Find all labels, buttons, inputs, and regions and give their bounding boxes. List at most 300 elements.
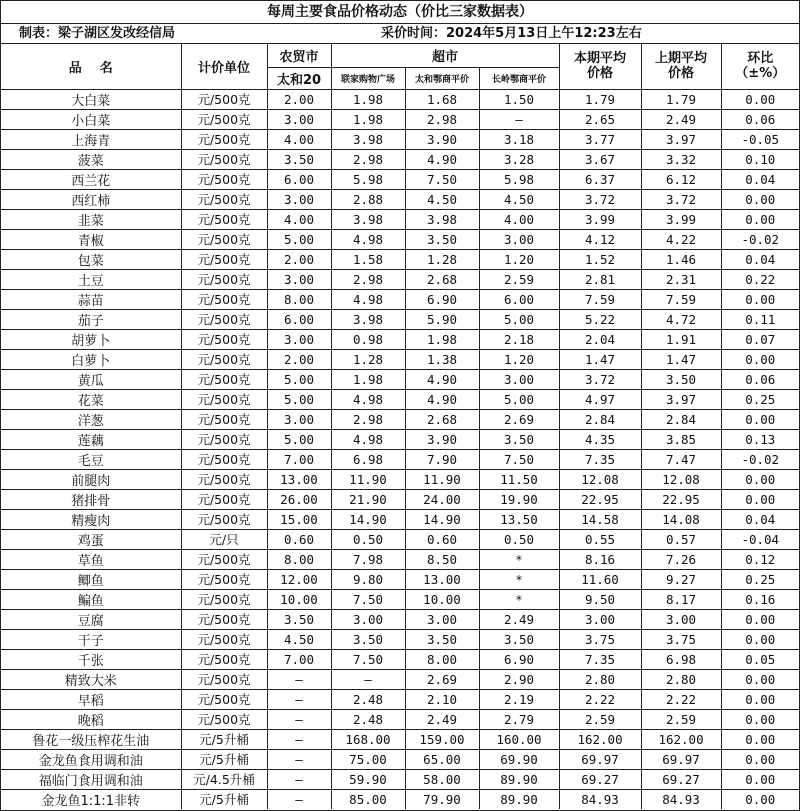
current-average-cell: 1.79 <box>559 89 641 109</box>
store-2-price-cell: 2.49 <box>405 709 479 729</box>
store-2-price-cell: 3.98 <box>405 209 479 229</box>
table-row <box>1 649 799 669</box>
table-row <box>1 669 799 689</box>
store-3-price-cell: 2.18 <box>479 329 559 349</box>
item-name-cell: 前腿肉 <box>1 469 181 489</box>
item-name-cell: 草鱼 <box>1 549 181 569</box>
market-price-cell: 5.00 <box>267 389 331 409</box>
store-1-price-cell: 14.90 <box>331 509 405 529</box>
market-price-cell: 2.00 <box>267 249 331 269</box>
item-name-cell: 福临门食用调和油 <box>1 769 181 789</box>
store-1-price-cell: 85.00 <box>331 789 405 809</box>
item-name-cell: 鲁花一级压榨花生油 <box>1 729 181 749</box>
previous-average-cell: 1.46 <box>641 249 721 269</box>
previous-average-cell: 12.08 <box>641 469 721 489</box>
current-average-cell: 7.35 <box>559 649 641 669</box>
item-name-cell: 白萝卜 <box>1 349 181 369</box>
current-average-cell: 69.27 <box>559 769 641 789</box>
change-cell: 0.00 <box>721 669 799 689</box>
header-store-3: 长岭鄂商平价 <box>479 67 559 89</box>
store-2-price-cell: 4.90 <box>405 389 479 409</box>
unit-cell: 元/500克 <box>181 109 267 129</box>
item-name-cell: 鸡蛋 <box>1 529 181 549</box>
store-2-price-cell: 2.98 <box>405 109 479 129</box>
store-2-price-cell: 10.00 <box>405 589 479 609</box>
item-name-cell: 猪排骨 <box>1 489 181 509</box>
previous-average-cell: 3.97 <box>641 389 721 409</box>
market-price-cell: 6.00 <box>267 309 331 329</box>
change-cell: 0.11 <box>721 309 799 329</box>
previous-average-cell: 0.57 <box>641 529 721 549</box>
change-cell: 0.00 <box>721 749 799 769</box>
store-1-price-cell: 1.98 <box>331 89 405 109</box>
store-2-price-cell: 159.00 <box>405 729 479 749</box>
table-row <box>1 349 799 369</box>
unit-cell: 元/500克 <box>181 649 267 669</box>
store-3-price-cell: 3.50 <box>479 629 559 649</box>
store-2-price-cell: 14.90 <box>405 509 479 529</box>
current-average-cell: 2.84 <box>559 409 641 429</box>
current-average-cell: 11.60 <box>559 569 641 589</box>
unit-cell: 元/500克 <box>181 669 267 689</box>
current-average-cell: 3.67 <box>559 149 641 169</box>
market-price-cell: – <box>267 669 331 689</box>
current-average-cell: 3.77 <box>559 129 641 149</box>
table-row <box>1 789 799 809</box>
change-cell: 0.04 <box>721 509 799 529</box>
current-average-cell: 2.81 <box>559 269 641 289</box>
previous-average-cell: 3.00 <box>641 609 721 629</box>
market-price-cell: 15.00 <box>267 509 331 529</box>
store-3-price-cell: 2.19 <box>479 689 559 709</box>
store-1-price-cell: 2.98 <box>331 269 405 289</box>
change-cell: 0.00 <box>721 409 799 429</box>
unit-cell: 元/500克 <box>181 89 267 109</box>
table-row <box>1 729 799 749</box>
store-1-price-cell: 5.98 <box>331 169 405 189</box>
table-row <box>1 189 799 209</box>
store-3-price-cell: 1.20 <box>479 249 559 269</box>
change-cell: 0.25 <box>721 389 799 409</box>
store-1-price-cell: 59.90 <box>331 769 405 789</box>
store-3-price-cell: 2.59 <box>479 269 559 289</box>
unit-cell: 元/500克 <box>181 269 267 289</box>
table-row <box>1 129 799 149</box>
store-1-price-cell: 4.98 <box>331 429 405 449</box>
change-cell: 0.05 <box>721 649 799 669</box>
change-cell: 0.00 <box>721 769 799 789</box>
market-price-cell: 3.00 <box>267 109 331 129</box>
previous-average-cell: 162.00 <box>641 729 721 749</box>
store-1-price-cell: 168.00 <box>331 729 405 749</box>
table-row <box>1 589 799 609</box>
store-2-price-cell: 3.90 <box>405 429 479 449</box>
table-row <box>1 629 799 649</box>
previous-average-cell: 2.80 <box>641 669 721 689</box>
change-cell: 0.00 <box>721 489 799 509</box>
market-price-cell: 3.00 <box>267 409 331 429</box>
change-cell: 0.00 <box>721 189 799 209</box>
store-3-price-cell: 3.28 <box>479 149 559 169</box>
store-3-price-cell: * <box>479 549 559 569</box>
table-row <box>1 89 799 109</box>
table-row <box>1 449 799 469</box>
store-2-price-cell: 24.00 <box>405 489 479 509</box>
market-price-cell: 5.00 <box>267 369 331 389</box>
previous-average-cell: 14.08 <box>641 509 721 529</box>
unit-cell: 元/500克 <box>181 169 267 189</box>
store-1-price-cell: 11.90 <box>331 469 405 489</box>
table-row <box>1 709 799 729</box>
item-name-cell: 金龙鱼1:1:1非转 <box>1 789 181 809</box>
store-1-price-cell: 1.28 <box>331 349 405 369</box>
unit-cell: 元/4.5升桶 <box>181 769 267 789</box>
table-row <box>1 509 799 529</box>
item-name-cell: 鲫鱼 <box>1 569 181 589</box>
table-row <box>1 169 799 189</box>
change-cell: 0.12 <box>721 549 799 569</box>
market-price-cell: 10.00 <box>267 589 331 609</box>
market-price-cell: – <box>267 789 331 809</box>
store-2-price-cell: 3.90 <box>405 129 479 149</box>
store-1-price-cell: 4.98 <box>331 389 405 409</box>
store-1-price-cell: 3.00 <box>331 609 405 629</box>
previous-average-cell: 84.93 <box>641 789 721 809</box>
store-2-price-cell: 1.98 <box>405 329 479 349</box>
store-2-price-cell: 0.60 <box>405 529 479 549</box>
current-average-cell: 0.55 <box>559 529 641 549</box>
previous-average-cell: 3.97 <box>641 129 721 149</box>
market-price-cell: 5.00 <box>267 429 331 449</box>
unit-cell: 元/只 <box>181 529 267 549</box>
current-average-cell: 2.04 <box>559 329 641 349</box>
item-name-cell: 早稻 <box>1 689 181 709</box>
change-cell: 0.04 <box>721 249 799 269</box>
unit-cell: 元/500克 <box>181 349 267 369</box>
store-1-price-cell: – <box>331 669 405 689</box>
item-name-cell: 包菜 <box>1 249 181 269</box>
market-price-cell: 26.00 <box>267 489 331 509</box>
change-cell: 0.00 <box>721 209 799 229</box>
previous-average-cell: 3.72 <box>641 189 721 209</box>
header-market-sub: 太和20 <box>267 67 331 89</box>
store-1-price-cell: 3.98 <box>331 309 405 329</box>
store-2-price-cell: 8.50 <box>405 549 479 569</box>
store-3-price-cell: 3.00 <box>479 369 559 389</box>
store-1-price-cell: 9.80 <box>331 569 405 589</box>
previous-average-cell: 7.26 <box>641 549 721 569</box>
current-average-cell: 3.99 <box>559 209 641 229</box>
previous-average-cell: 7.47 <box>641 449 721 469</box>
current-average-cell: 9.50 <box>559 589 641 609</box>
store-3-price-cell: 11.50 <box>479 469 559 489</box>
header-item: 品 名 <box>1 44 181 89</box>
previous-average-cell: 2.84 <box>641 409 721 429</box>
previous-average-cell: 1.47 <box>641 349 721 369</box>
store-3-price-cell: 4.50 <box>479 189 559 209</box>
store-2-price-cell: 4.90 <box>405 149 479 169</box>
header-change: 环比 （±%） <box>721 44 799 89</box>
unit-cell: 元/500克 <box>181 309 267 329</box>
header-row-1 <box>1 44 799 67</box>
store-3-price-cell: 2.49 <box>479 609 559 629</box>
change-cell: 0.07 <box>721 329 799 349</box>
store-2-price-cell: 1.28 <box>405 249 479 269</box>
store-1-price-cell: 0.50 <box>331 529 405 549</box>
store-3-price-cell: – <box>479 109 559 129</box>
current-average-cell: 3.72 <box>559 369 641 389</box>
table-row <box>1 689 799 709</box>
table-row <box>1 389 799 409</box>
current-average-cell: 22.95 <box>559 489 641 509</box>
item-name-cell: 大白菜 <box>1 89 181 109</box>
store-2-price-cell: 58.00 <box>405 769 479 789</box>
item-name-cell: 西兰花 <box>1 169 181 189</box>
unit-cell: 元/500克 <box>181 389 267 409</box>
market-price-cell: 5.00 <box>267 229 331 249</box>
current-average-cell: 7.35 <box>559 449 641 469</box>
change-cell: 0.00 <box>721 289 799 309</box>
store-2-price-cell: 79.90 <box>405 789 479 809</box>
table-row <box>1 769 799 789</box>
store-3-price-cell: 89.90 <box>479 789 559 809</box>
store-1-price-cell: 2.48 <box>331 689 405 709</box>
store-1-price-cell: 0.98 <box>331 329 405 349</box>
item-name-cell: 莲藕 <box>1 429 181 449</box>
price-table-body <box>1 89 799 809</box>
store-3-price-cell: 1.20 <box>479 349 559 369</box>
unit-cell: 元/500克 <box>181 489 267 509</box>
market-price-cell: – <box>267 769 331 789</box>
current-average-cell: 2.80 <box>559 669 641 689</box>
unit-cell: 元/500克 <box>181 469 267 489</box>
header-unit: 计价单位 <box>181 44 267 89</box>
item-name-cell: 豆腐 <box>1 609 181 629</box>
unit-cell: 元/500克 <box>181 449 267 469</box>
store-2-price-cell: 6.90 <box>405 289 479 309</box>
item-name-cell: 小白菜 <box>1 109 181 129</box>
market-price-cell: 4.00 <box>267 129 331 149</box>
table-row <box>1 289 799 309</box>
store-2-price-cell: 3.50 <box>405 629 479 649</box>
market-price-cell: – <box>267 709 331 729</box>
previous-average-cell: 2.31 <box>641 269 721 289</box>
store-1-price-cell: 1.58 <box>331 249 405 269</box>
store-2-price-cell: 3.00 <box>405 609 479 629</box>
item-name-cell: 黄瓜 <box>1 369 181 389</box>
store-1-price-cell: 2.98 <box>331 409 405 429</box>
change-cell: 0.00 <box>721 709 799 729</box>
store-3-price-cell: 0.50 <box>479 529 559 549</box>
market-price-cell: 8.00 <box>267 289 331 309</box>
store-1-price-cell: 21.90 <box>331 489 405 509</box>
market-price-cell: 0.60 <box>267 529 331 549</box>
item-name-cell: 蒜苗 <box>1 289 181 309</box>
store-2-price-cell: 11.90 <box>405 469 479 489</box>
item-name-cell: 青椒 <box>1 229 181 249</box>
store-3-price-cell: 3.50 <box>479 429 559 449</box>
market-price-cell: 2.00 <box>267 89 331 109</box>
store-1-price-cell: 7.98 <box>331 549 405 569</box>
table-row <box>1 269 799 289</box>
current-average-cell: 4.35 <box>559 429 641 449</box>
header-current-average: 本期平均 价格 <box>559 44 641 89</box>
store-2-price-cell: 4.90 <box>405 369 479 389</box>
change-cell: 0.00 <box>721 689 799 709</box>
market-price-cell: – <box>267 749 331 769</box>
store-2-price-cell: 13.00 <box>405 569 479 589</box>
item-name-cell: 胡萝卜 <box>1 329 181 349</box>
change-cell: 0.04 <box>721 169 799 189</box>
change-cell: 0.06 <box>721 369 799 389</box>
current-average-cell: 4.12 <box>559 229 641 249</box>
change-cell: 0.00 <box>721 609 799 629</box>
item-name-cell: 菠菜 <box>1 149 181 169</box>
item-name-cell: 鳊鱼 <box>1 589 181 609</box>
change-cell: 0.16 <box>721 589 799 609</box>
previous-average-cell: 3.32 <box>641 149 721 169</box>
store-3-price-cell: 4.00 <box>479 209 559 229</box>
store-2-price-cell: 7.50 <box>405 169 479 189</box>
store-3-price-cell: * <box>479 589 559 609</box>
current-average-cell: 7.59 <box>559 289 641 309</box>
item-name-cell: 干子 <box>1 629 181 649</box>
store-1-price-cell: 7.50 <box>331 589 405 609</box>
item-name-cell: 茄子 <box>1 309 181 329</box>
unit-cell: 元/500克 <box>181 429 267 449</box>
item-name-cell: 西红柿 <box>1 189 181 209</box>
table-row <box>1 229 799 249</box>
store-3-price-cell: 160.00 <box>479 729 559 749</box>
unit-cell: 元/500克 <box>181 209 267 229</box>
previous-average-cell: 1.91 <box>641 329 721 349</box>
market-price-cell: 7.00 <box>267 449 331 469</box>
unit-cell: 元/5升桶 <box>181 789 267 809</box>
store-3-price-cell: 2.90 <box>479 669 559 689</box>
change-cell: 0.00 <box>721 349 799 369</box>
header-previous-average: 上期平均 价格 <box>641 44 721 89</box>
current-average-cell: 3.72 <box>559 189 641 209</box>
item-name-cell: 千张 <box>1 649 181 669</box>
table-title: 每周主要食品价格动态（价比三家数据表） <box>1 1 799 24</box>
current-average-cell: 6.37 <box>559 169 641 189</box>
unit-cell: 元/500克 <box>181 569 267 589</box>
store-3-price-cell: 2.69 <box>479 409 559 429</box>
store-2-price-cell: 2.10 <box>405 689 479 709</box>
unit-cell: 元/500克 <box>181 369 267 389</box>
table-row <box>1 309 799 329</box>
previous-average-cell: 22.95 <box>641 489 721 509</box>
unit-cell: 元/5升桶 <box>181 729 267 749</box>
unit-cell: 元/500克 <box>181 149 267 169</box>
change-cell: 0.00 <box>721 469 799 489</box>
change-cell: -0.02 <box>721 449 799 469</box>
store-1-price-cell: 75.00 <box>331 749 405 769</box>
store-3-price-cell: 5.00 <box>479 309 559 329</box>
store-3-price-cell: 13.50 <box>479 509 559 529</box>
header-store-1: 联家购物广场 <box>331 67 405 89</box>
table-row <box>1 469 799 489</box>
market-price-cell: 4.00 <box>267 209 331 229</box>
header-supermarket: 超市 <box>331 44 559 67</box>
store-3-price-cell: 69.90 <box>479 749 559 769</box>
market-price-cell: 4.50 <box>267 629 331 649</box>
store-1-price-cell: 4.98 <box>331 289 405 309</box>
item-name-cell: 晚稻 <box>1 709 181 729</box>
item-name-cell: 金龙鱼食用调和油 <box>1 749 181 769</box>
current-average-cell: 2.59 <box>559 709 641 729</box>
change-cell: 0.00 <box>721 729 799 749</box>
table-subheader <box>1 24 799 44</box>
store-3-price-cell: 89.90 <box>479 769 559 789</box>
market-price-cell: 13.00 <box>267 469 331 489</box>
change-cell: -0.02 <box>721 229 799 249</box>
table-row <box>1 569 799 589</box>
previous-average-cell: 6.98 <box>641 649 721 669</box>
survey-time-label: 采价时间：2024年5月13日上午12:23左右 <box>381 26 642 41</box>
change-cell: 0.10 <box>721 149 799 169</box>
change-cell: 0.00 <box>721 89 799 109</box>
store-3-price-cell: 6.00 <box>479 289 559 309</box>
market-price-cell: 3.50 <box>267 149 331 169</box>
store-1-price-cell: 3.98 <box>331 209 405 229</box>
store-2-price-cell: 7.90 <box>405 449 479 469</box>
unit-cell: 元/500克 <box>181 129 267 149</box>
header-market: 农贸市 <box>267 44 331 67</box>
change-cell: 0.22 <box>721 269 799 289</box>
market-price-cell: 7.00 <box>267 649 331 669</box>
store-3-price-cell: 7.50 <box>479 449 559 469</box>
store-2-price-cell: 5.90 <box>405 309 479 329</box>
current-average-cell: 5.22 <box>559 309 641 329</box>
unit-cell: 元/500克 <box>181 189 267 209</box>
previous-average-cell: 3.99 <box>641 209 721 229</box>
store-3-price-cell: 3.18 <box>479 129 559 149</box>
store-1-price-cell: 2.98 <box>331 149 405 169</box>
store-3-price-cell: * <box>479 569 559 589</box>
maker-label: 制表：梁子湖区发改经信局 <box>19 26 176 41</box>
store-3-price-cell: 2.79 <box>479 709 559 729</box>
store-3-price-cell: 6.90 <box>479 649 559 669</box>
store-2-price-cell: 2.68 <box>405 269 479 289</box>
unit-cell: 元/500克 <box>181 549 267 569</box>
item-name-cell: 精致大米 <box>1 669 181 689</box>
previous-average-cell: 4.72 <box>641 309 721 329</box>
unit-cell: 元/500克 <box>181 229 267 249</box>
store-1-price-cell: 6.98 <box>331 449 405 469</box>
previous-average-cell: 2.49 <box>641 109 721 129</box>
store-2-price-cell: 2.69 <box>405 669 479 689</box>
market-price-cell: 3.00 <box>267 189 331 209</box>
previous-average-cell: 3.75 <box>641 629 721 649</box>
store-1-price-cell: 1.98 <box>331 369 405 389</box>
current-average-cell: 12.08 <box>559 469 641 489</box>
unit-cell: 元/500克 <box>181 249 267 269</box>
item-name-cell: 上海青 <box>1 129 181 149</box>
unit-cell: 元/500克 <box>181 329 267 349</box>
store-1-price-cell: 1.98 <box>331 109 405 129</box>
change-cell: -0.05 <box>721 129 799 149</box>
store-2-price-cell: 8.00 <box>405 649 479 669</box>
table-row <box>1 609 799 629</box>
previous-average-cell: 69.27 <box>641 769 721 789</box>
current-average-cell: 2.22 <box>559 689 641 709</box>
current-average-cell: 8.16 <box>559 549 641 569</box>
previous-average-cell: 6.12 <box>641 169 721 189</box>
unit-cell: 元/500克 <box>181 289 267 309</box>
unit-cell: 元/500克 <box>181 689 267 709</box>
store-3-price-cell: 19.90 <box>479 489 559 509</box>
